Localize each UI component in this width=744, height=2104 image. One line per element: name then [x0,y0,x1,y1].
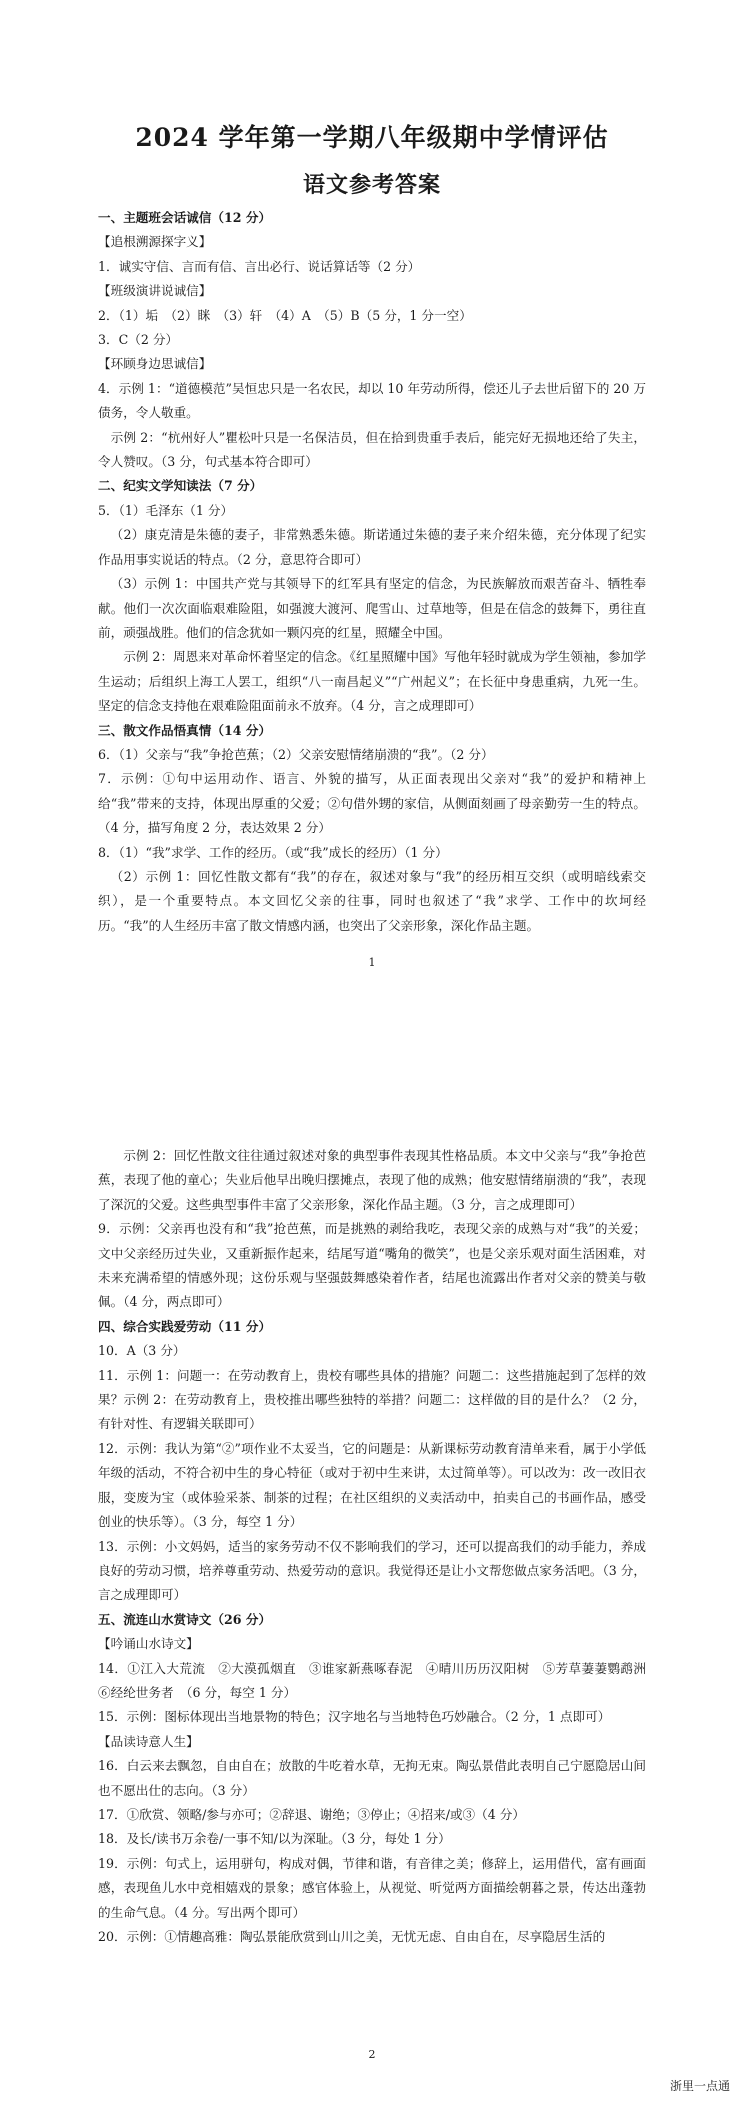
answer-line: 16．白云来去飘忽，自由自在；放散的牛吃着水草，无拘无束。陶弘景借此表明自己宁愿隐居山间也不愿出仕的志向。（3 分） [98,1758,646,1798]
answer-line: 18．及长/读书万余卷/一事不知/以为深耻。（3 分，每处 1 分） [98,1831,451,1847]
page-number: 2 [368,2048,376,2061]
answer-line: 4．示例 1：“道德模范”吴恒忠只是一名农民，却以 10 年劳动所得，偿还儿子去世后留下的 20 万债务，令人敬重。 [98,380,646,421]
answer-line: 【追根溯源探字义】 [98,234,212,250]
answer-page-1 [0,0,744,1040]
answer-line: 【品读诗意人生】 [98,1733,199,1749]
answer-content-page-2 [98,1144,659,1949]
section-heading: 二、纪实文学知读法（7 分） [98,478,263,494]
answer-line: 13．示例：小文妈妈，适当的家务劳动不仅不影响我们的学习，还可以提高我们的动手能力，养成良好的劳动习惯，培养尊重劳动、热爱劳动的意识。我觉得还是让小文帮您做点家务活吧。（3 分，言之成理即可） [98,1538,646,1603]
answer-line: 17．①欣赏、领略/参与亦可；②辞退、谢绝；③停止；④招来/或③（4 分） [98,1806,525,1822]
section-heading: 四、综合实践爱劳动（11 分） [98,1318,272,1334]
answer-line: 示例 2：回忆性散文往往通过叙述对象的典型事件表现其性格品质。本文中父亲与“我”争抢芭蕉，表现了他的童心；失业后他早出晚归摆摊点，表现了他的成熟；他安慰情绪崩溃的“我”，表现了深沉的父爱。这些典型事件丰富了父亲形象，深化作品主题。（3 分，言之成理即可） [98,1148,646,1212]
page-number: 1 [368,956,376,969]
answer-line: 19．示例：句式上，运用骈句，构成对偶，节律和谐，有音律之美；修辞上，运用借代，富有画面感，表现鱼儿水中竞相嬉戏的景象；感官体验上，从视觉、听觉两方面描绘朝暮之景，传达出蓬勃的生命气息。（4 分。写出两个即可） [98,1855,646,1920]
section-heading: 一、主题班会话诚信（12 分） [98,210,272,225]
answer-content-page-1 [98,206,646,938]
answer-line: 示例 2：“杭州好人”瞿松叶只是一名保洁员，但在拾到贵重手表后，能完好无损地还给了失主，令人赞叹。（3 分，句式基本符合即可） [98,429,646,470]
section-heading: 三、散文作品悟真情（14 分） [98,722,272,738]
answer-line: （2）示例 1：回忆性散文都有“我”的存在，叙述对象与“我”的经历相互交织（或明暗线索交织），是一个重要特点。本文回忆父亲的往事，同时也叙述了“我”求学、工作中的坎坷经历。“我”的人生经历丰富了散文情感内涵，也突出了父亲形象，深化作品主题。 [98,868,646,933]
section-heading: 五、流连山水赏诗文（26 分） [98,1611,272,1627]
answer-line: 8．（1）“我”求学、工作的经历。（或“我”成长的经历）（1 分） [98,844,448,860]
answer-line: 1．诚实守信、言而有信、言出必行、说话算话等（2 分） [98,258,421,274]
answer-line: 示例 2：周恩来对革命怀着坚定的信念。《红星照耀中国》写他年轻时就成为学生领袖，参加学生运动；后组织上海工人罢工，组织“八一南昌起义”“广州起义”；在长征中身患重病，九死一生。坚定的信念支持他在艰难险阻面前永不放弃。（4 分，言之成理即可） [98,649,646,714]
answer-line: （3）示例 1：中国共产党与其领导下的红军具有坚定的信念，为民族解放而艰苦奋斗、牺牲奉献。他们一次次面临艰难险阻，如强渡大渡河、爬雪山、过草地等，但是在信念的鼓舞下，勇往直前，顽强战胜。他们的信念犹如一颗闪亮的红星，照耀全中国。 [98,576,646,640]
answer-line: （2）康克清是朱德的妻子，非常熟悉朱德。斯诺通过朱德的妻子来介绍朱德，充分体现了纪实作品用事实说话的特点。（2 分，意思符合即可） [98,527,646,567]
answer-subtitle: 语文参考答案 [302,172,441,198]
answer-line: 【环顾身边思诚信】 [98,356,212,372]
answer-line: 9．示例：父亲再也没有和“我”抢芭蕉，而是挑熟的剥给我吃，表现父亲的成熟与对“我”的关爱；文中父亲经历过失业，又重新振作起来，结尾写道“嘴角的微笑”，也是父亲乐观对面生活困难，对未来充满希望的情感外现；这份乐观与坚强鼓舞感染着作者，结尾也流露出作者对父亲的赞美与敬佩。（4 分，两点即可） [98,1221,646,1310]
answer-line: 【吟诵山水诗文】 [98,1636,199,1652]
answer-line: 5．（1）毛泽东（1 分） [98,502,234,518]
answer-line: 6．（1）父亲与“我”争抢芭蕉；（2）父亲安慰情绪崩溃的“我”。（2 分） [98,746,494,762]
answer-line: 20．示例：①情趣高雅：陶弘景能欣赏到山川之美，无忧无虑、自由自在，尽享隐居生活的 [98,1929,606,1944]
answer-line: 3．C（2 分） [98,332,179,348]
answer-line: 14．①江入大荒流 ②大漠孤烟直 ③谁家新燕啄春泥 ④晴川历历汉阳树 ⑤芳草萋萋鹦鹉洲 ⑥经纶世务者 （6 分，每空 1 分） [98,1660,659,1700]
answer-line: 7．示例：①句中运用动作、语言、外貌的描写，从正面表现出父亲对“我”的爱护和精神上给“我”带来的支持，体现出厚重的父爱；②句借外甥的家信，从侧面刻画了母亲勤劳一生的特点。（4 分，描写角度 2 分，表达效果 2 分） [98,771,646,836]
watermark-text: 浙里一点通 [669,2079,730,2093]
exam-title: 2024 学年第一学期八年级期中学情评估 [135,123,609,152]
answer-page-2 [0,1040,744,2104]
answer-line: 2．（1）垢 （2）眯 （3）轩 （4）A （5）B（5 分，1 分一空） [98,307,472,323]
answer-line: 11．示例 1：问题一：在劳动教育上，贵校有哪些具体的措施？问题二：这些措施起到了怎样的效果？示例 2：在劳动教育上，贵校推出哪些独特的举措？问题二：这样做的目的是什么？（2 分，有针对性、有逻辑关联即可） [98,1367,646,1432]
answer-line: 10．A（3 分） [98,1343,186,1359]
answer-line: 【班级演讲说诚信】 [98,283,212,299]
answer-line: 12．示例：我认为第“②”项作业不太妥当，它的问题是：从新课标劳动教育清单来看，属于小学低年级的活动，不符合初中生的身心特征（或对于初中生来讲，太过简单等）。可以改为：改一改旧衣服，变废为宝（或体验采茶、制茶的过程；在社区组织的义卖活动中，拍卖自己的书画作品，感受创业的快乐等）。（3 分，每空 1 分） [98,1440,646,1530]
answer-line: 15．示例：图标体现出当地景物的特色；汉字地名与当地特色巧妙融合。（2 分，1 点即可） [98,1709,611,1725]
